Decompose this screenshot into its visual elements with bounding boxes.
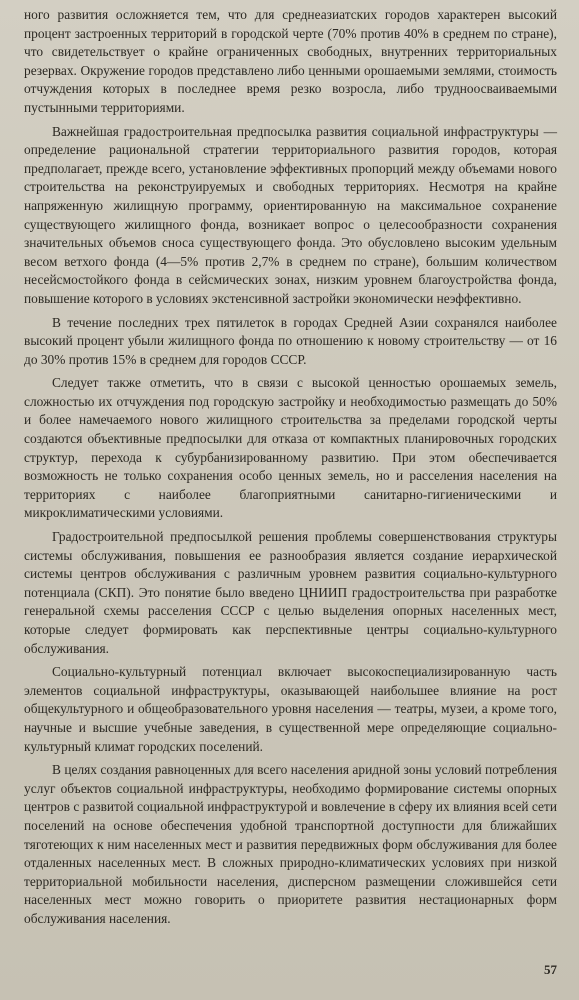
paragraph-4: Следует также отметить, что в связи с высокой ценностью орошаемых земель, сложностью их отчуждения под городскую застройку и необходимостью размещать до 50% и более намечаемого нового жилищного строительства за пределами городской черты создаются объективные предпосылки для отказа от компактных планировочных городских структур, перехода к субурбанизированному развитию. При этом обеспечивается возможность не только сохранения особо ценных земель, но и расселения населения на территориях с наиболее благоприятными санитарно-гигиеническими и микроклиматическими условиями. <box>24 375 557 521</box>
paragraph-2: Важнейшая градостроительная предпосылка развития социальной инфраструктуры — определение рациональной стратегии территориального развития городов, которая предполагает, прежде всего, установление эффективных пропорций между объемами нового строительства на реконструируемых и свободных территориях. Несмотря на крайне напряженную жилищную программу, ориентированную на максимальное сохранение существующего жилищного фонда, возникает вопрос о целесообразности сохранения значительных объемов сноса существующего фонда. Это обусловлено высоким удельным весом ветхого фонда (4—5% против 2,7% в среднем по стране), большим количеством несейсмостойкого фонда в сейсмических зонах, низким уровнем благоустройства фонда, повышение которого в условиях экстенсивной застройки экономически неэффективно. <box>24 123 557 306</box>
paragraph-1: ного развития осложняется тем, что для среднеазиатских городов характерен высокий процент застроенных территорий в городской черте (70% против 40% в среднем по стране), что свидетельствует о крайне ограниченных свободных, внутренних территориальных резервах. Окружение городов представлено либо ценными орошаемыми землями, стоимость отчуждения которых в последнее время резко возросла, либо трудноосваиваемыми пустынными территориями. <box>24 7 557 115</box>
paragraph-7: В целях создания равноценных для всего населения аридной зоны условий потребления услуг объектов социальной инфраструктуры, необходимо формирование системы опорных центров с развитой социальной инфраструктурой и вовлечение в сферу их влияния всей сети поселений на основе обеспечения удобной транспортной доступности для ближайших тяготеющих к ним населенных мест и развития передвижных форм обслуживания для более отдаленных населенных мест. В сложных природно-климатических условиях при низкой территориальной мобильности населения, дисперсном размещении сложившейся сети населенных мест можно говорить о приоритете развития нестационарных форм обслуживания населения. <box>24 762 557 926</box>
paragraph-5: Градостроительной предпосылкой решения проблемы совершенствования структуры системы обслуживания, повышения ее разнообразия является создание иерархической системы центров обслуживания с различным уровнем развития социально-культурного потенциала (СКП). Это понятие было введено ЦНИИП градостроительства при разработке генеральной схемы расселения СССР с целью выделения опорных населенных мест, которые следует формировать как перспективные центры социально-культурного обслуживания. <box>24 529 557 656</box>
page-number: 57 <box>544 962 557 977</box>
paragraph-3: В течение последних трех пятилеток в городах Средней Азии сохранялся наиболее высокий процент убыли жилищного фонда по отношению к новому строительству — от 16 до 30% против 15% в среднем для городов СССР. <box>24 314 557 367</box>
paragraph-6: Социально-культурный потенциал включает высокоспециализированную часть элементов социальной инфраструктуры, оказывающей наибольшее влияние на рост общекультурного и общеобразовательного уровня населения — театры, музеи, а кроме того, научные и высшие учебные заведения, в существенной мере определяющие социально-культурный климат городских поселений. <box>24 664 557 754</box>
